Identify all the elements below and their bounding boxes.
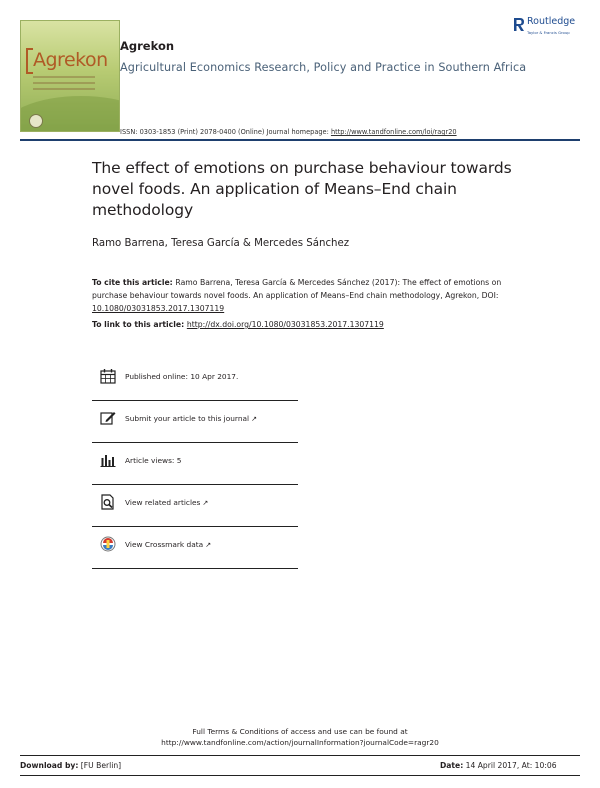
- bar-chart-icon: [100, 452, 116, 468]
- external-link-icon: ↗: [251, 415, 257, 423]
- issn-text: ISSN: 0303-1853 (Print) 2078-0400 (Online) Journal homepage:: [120, 128, 331, 136]
- calendar-icon: [100, 368, 116, 384]
- submit-article-link[interactable]: [125, 414, 257, 423]
- article-doi-link[interactable]: http://dx.doi.org/10.1080/03031853.2017.1307119: [186, 320, 384, 329]
- citation-doi-link[interactable]: 10.1080/03031853.2017.1307119: [92, 304, 225, 313]
- cover-seal-icon: [29, 114, 43, 128]
- download-date-value: 14 April 2017, At: 10:06: [463, 761, 557, 770]
- edit-icon: [100, 410, 116, 426]
- download-top-rule: [20, 755, 580, 756]
- cover-bracket: [26, 48, 33, 74]
- related-articles-label: View related articles: [125, 498, 201, 507]
- related-search-icon: [100, 494, 116, 510]
- terms-notice: [0, 726, 600, 748]
- publisher-name: Routledge: [527, 16, 576, 27]
- publisher-tagline: Taylor & Francis Group: [527, 30, 570, 35]
- download-bottom-rule: [20, 775, 580, 776]
- link-label: To link to this article:: [92, 320, 187, 329]
- terms-line-1: Full Terms & Conditions of access and use can be found at: [192, 727, 408, 736]
- submit-article-label: Submit your article to this journal: [125, 414, 250, 423]
- article-info-list: [92, 359, 298, 569]
- journal-name: Agrekon: [120, 39, 175, 53]
- issn-line: [120, 128, 457, 136]
- citation-label: To cite this article:: [92, 278, 176, 287]
- related-articles-link[interactable]: [125, 498, 208, 507]
- citation-text: Ramo Barrena, Teresa García & Mercedes Sánchez (2017): The effect of emotions on purchase behaviour towards novel foods. An application of Means–End chain methodology, Agrekon, DOI:: [92, 278, 502, 300]
- routledge-r-icon: [512, 17, 525, 32]
- terms-link[interactable]: http://www.tandfonline.com/action/journalInformation?journalCode=ragr20: [161, 738, 439, 747]
- published-online-item: [92, 359, 298, 401]
- external-link-icon: ↗: [205, 541, 212, 549]
- crossmark-link[interactable]: [125, 540, 211, 549]
- external-link-icon: ↗: [202, 499, 209, 507]
- journal-homepage-link[interactable]: http://www.tandfonline.com/loi/ragr20: [330, 128, 457, 136]
- related-articles-item[interactable]: [92, 485, 298, 527]
- journal-subtitle: Agricultural Economics Research, Policy and Practice in Southern Africa: [120, 61, 527, 74]
- download-date: [440, 761, 557, 770]
- link-to-article: [92, 320, 384, 329]
- submit-article-item[interactable]: [92, 401, 298, 443]
- downloaded-by-value: [FU Berlin]: [78, 761, 122, 770]
- article-title: The effect of emotions on purchase behaviour towards novel foods. An application of Means–End chain methodology: [92, 159, 512, 219]
- crossmark-item[interactable]: [92, 527, 298, 569]
- downloaded-by-label: Download by:: [20, 761, 79, 770]
- published-online-text: Published online: 10 Apr 2017.: [125, 372, 239, 381]
- crossmark-icon: [100, 536, 116, 552]
- journal-cover-thumbnail: [20, 20, 120, 132]
- download-date-label: Date:: [440, 761, 464, 770]
- cover-subtitle-lines: [33, 76, 95, 94]
- cover-brand: Agrekon: [33, 49, 108, 71]
- article-views-item: [92, 443, 298, 485]
- header-divider: [20, 139, 580, 141]
- downloaded-by: [20, 761, 121, 770]
- citation-block: [92, 276, 512, 315]
- article-authors: Ramo Barrena, Teresa García & Mercedes Sánchez: [92, 238, 350, 249]
- crossmark-label: View Crossmark data: [125, 540, 204, 549]
- article-views-text: Article views: 5: [125, 456, 182, 465]
